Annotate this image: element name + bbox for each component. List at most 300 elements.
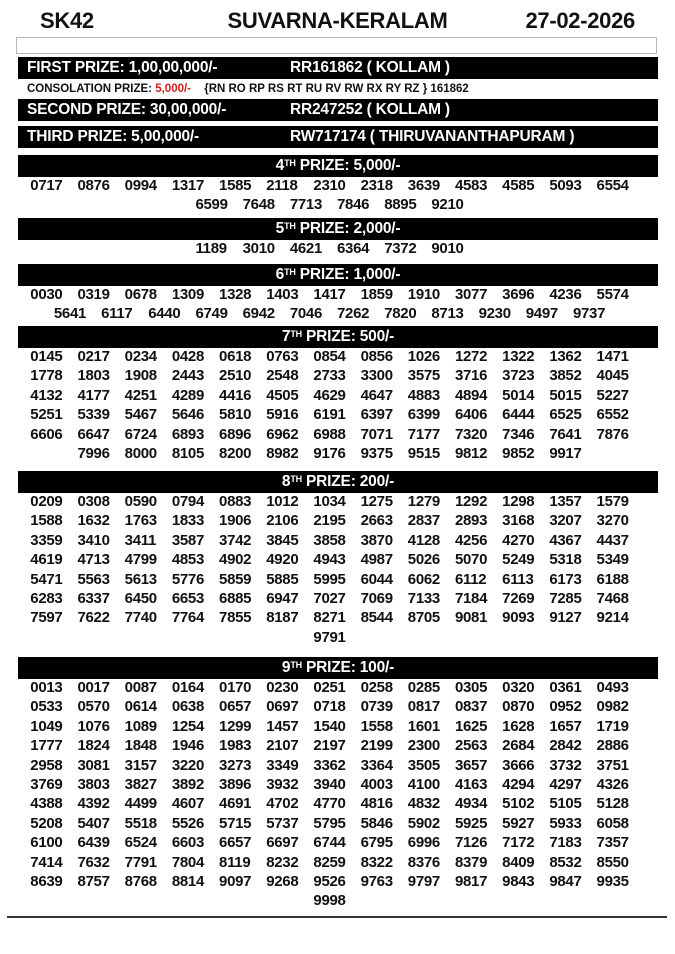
- winning-number: 1601: [407, 717, 440, 735]
- number-row: [30, 872, 637, 891]
- winning-number: 0739: [360, 698, 393, 716]
- winning-number: 9268: [266, 872, 299, 890]
- winning-number: 4799: [124, 551, 157, 569]
- prize-8-numbers: [30, 492, 637, 647]
- winning-number: 6724: [124, 425, 157, 443]
- winning-number: 7641: [549, 425, 582, 443]
- winning-number: 9935: [596, 872, 629, 890]
- second-prize-label: SECOND PRIZE: 30,00,000/-: [27, 101, 227, 118]
- winning-number: 8322: [360, 853, 393, 871]
- winning-number: 2199: [360, 737, 393, 755]
- winning-number: 0697: [266, 698, 299, 716]
- winning-number: 6173: [549, 570, 582, 588]
- winning-number: 0305: [454, 679, 488, 696]
- winning-number: 4294: [502, 775, 535, 793]
- winning-number: 2310: [313, 177, 346, 194]
- winning-number: 5715: [219, 814, 252, 832]
- prize-9-numbers: [30, 678, 637, 911]
- second-prize-bar: [18, 99, 658, 121]
- winning-number: 3845: [266, 531, 299, 549]
- winning-number: 0428: [171, 348, 205, 365]
- winning-number: 1908: [124, 367, 157, 385]
- winning-number: 3575: [407, 367, 440, 385]
- winning-number: 5105: [549, 795, 582, 813]
- winning-number: 7713: [289, 196, 322, 214]
- winning-number: 9093: [502, 609, 535, 627]
- winning-number: 3207: [549, 512, 582, 530]
- winning-number: 9737: [572, 305, 606, 323]
- winning-number: 8259: [313, 853, 346, 871]
- winning-number: 3723: [502, 367, 535, 385]
- winning-number: 1859: [360, 286, 393, 303]
- winning-number: 6599: [195, 196, 228, 214]
- prize-ordinal: 4: [275, 157, 285, 174]
- winning-number: 3858: [313, 531, 346, 549]
- winning-number: 3410: [77, 531, 110, 549]
- winning-number: 4392: [77, 795, 110, 813]
- winning-number: 3769: [30, 775, 63, 793]
- winning-number: 4702: [266, 795, 299, 813]
- winning-number: 1540: [313, 717, 346, 735]
- winning-number: 3077: [454, 286, 488, 303]
- winning-number: 0590: [124, 493, 157, 510]
- winning-number: 1362: [549, 348, 582, 365]
- winning-number: 0164: [171, 679, 205, 696]
- winning-number: 4894: [454, 386, 488, 404]
- winning-number: 9812: [454, 444, 488, 462]
- number-row: [37, 628, 637, 647]
- winning-number: 4416: [219, 386, 252, 404]
- winning-number: 7855: [219, 609, 252, 627]
- winning-number: 7269: [502, 589, 535, 607]
- winning-number: 5318: [549, 551, 582, 569]
- winning-number: 1076: [77, 717, 110, 735]
- winning-number: 6606: [30, 425, 63, 443]
- winning-number: 3362: [313, 756, 346, 774]
- prize-label: PRIZE: 500/-: [301, 328, 395, 345]
- winning-number: 3870: [360, 531, 393, 549]
- winning-number: 6062: [407, 570, 440, 588]
- winning-number: 8550: [596, 853, 629, 871]
- winning-number: 4045: [596, 367, 629, 385]
- winning-number: 6444: [502, 406, 535, 424]
- winning-number: 6653: [171, 589, 205, 607]
- winning-number: 3081: [77, 756, 110, 774]
- winning-number: 3273: [219, 756, 252, 774]
- winning-number: 5795: [313, 814, 346, 832]
- winning-number: 0854: [313, 348, 346, 365]
- winning-number: 7740: [124, 609, 157, 627]
- winning-number: 6988: [313, 425, 346, 443]
- winning-number: 4270: [502, 531, 535, 549]
- winning-number: 6749: [195, 305, 228, 323]
- winning-number: 7764: [171, 609, 205, 627]
- winning-number: 4236: [549, 286, 582, 303]
- winning-number: 3803: [77, 775, 110, 793]
- number-row: [30, 176, 637, 195]
- winning-number: 4505: [266, 386, 299, 404]
- winning-number: 6962: [266, 425, 299, 443]
- winning-number: 8200: [219, 444, 252, 462]
- winning-number: 6554: [596, 177, 629, 194]
- winning-number: 6044: [360, 570, 393, 588]
- winning-number: 5227: [596, 386, 629, 404]
- winning-number: 0638: [171, 698, 205, 716]
- number-row: [30, 550, 637, 569]
- winning-number: 3220: [171, 756, 205, 774]
- winning-number: 0209: [30, 493, 63, 510]
- winning-number: 1848: [124, 737, 157, 755]
- divider: [7, 916, 667, 918]
- winning-number: 1254: [171, 717, 205, 735]
- winning-number: 0230: [266, 679, 299, 696]
- winning-number: 9081: [454, 609, 488, 627]
- winning-number: 1299: [219, 717, 252, 735]
- winning-number: 1906: [219, 512, 252, 530]
- winning-number: 3896: [219, 775, 252, 793]
- winning-number: 7846: [337, 196, 370, 214]
- number-row: [30, 589, 637, 608]
- winning-number: 7177: [407, 425, 440, 443]
- number-row: [30, 697, 637, 716]
- winning-number: 4943: [313, 551, 346, 569]
- winning-number: 4499: [124, 795, 157, 813]
- winning-number: 6113: [502, 570, 534, 588]
- winning-number: 3932: [266, 775, 299, 793]
- winning-number: 4691: [219, 795, 252, 813]
- winning-number: 7126: [454, 834, 488, 852]
- prize-label: PRIZE: 5,000/-: [295, 157, 401, 174]
- prize-ordinal-suffix: TH: [290, 660, 302, 670]
- number-row: [30, 531, 637, 550]
- winning-number: 0876: [77, 177, 110, 194]
- winning-number: 1457: [266, 717, 299, 735]
- winning-number: 3411: [124, 531, 156, 549]
- winning-number: 4583: [454, 177, 488, 194]
- prize-label: PRIZE: 2,000/-: [295, 220, 401, 237]
- winning-number: 3696: [502, 286, 535, 303]
- winning-number: 3157: [124, 756, 157, 774]
- prize-label: PRIZE: 100/-: [301, 659, 395, 676]
- winning-number: 5070: [454, 551, 488, 569]
- winning-number: 7820: [384, 305, 417, 323]
- winning-number: 9791: [313, 628, 346, 646]
- winning-number: 6191: [313, 406, 346, 424]
- winning-number: 2318: [360, 177, 393, 194]
- winning-number: 9998: [313, 892, 346, 910]
- winning-number: 8000: [124, 444, 157, 462]
- winning-number: 3732: [549, 756, 582, 774]
- winning-number: 3827: [124, 775, 157, 793]
- winning-number: 4100: [407, 775, 440, 793]
- winning-number: 3666: [502, 756, 535, 774]
- winning-number: 6440: [148, 305, 181, 323]
- winning-number: 6893: [171, 425, 205, 443]
- winning-number: 5208: [30, 814, 63, 832]
- winning-number: 0234: [124, 348, 157, 365]
- winning-number: 1089: [124, 717, 157, 735]
- winning-number: 4902: [219, 551, 252, 569]
- winning-number: 1778: [30, 367, 63, 385]
- first-prize-label: FIRST PRIZE: 1,00,00,000/-: [27, 59, 218, 76]
- winning-number: 0952: [549, 698, 582, 716]
- winning-number: 4832: [407, 795, 440, 813]
- prize-ordinal: 6: [275, 266, 285, 283]
- winning-number: 7372: [384, 240, 417, 257]
- winning-number: 3270: [596, 512, 629, 530]
- winning-number: 5916: [266, 406, 299, 424]
- winning-number: 7346: [502, 425, 535, 443]
- winning-number: 1279: [407, 493, 440, 510]
- winning-number: 0285: [407, 679, 440, 696]
- winning-number: 0717: [30, 177, 63, 194]
- winning-number: 5925: [454, 814, 488, 832]
- winning-number: 2197: [313, 737, 346, 755]
- number-row: [30, 608, 637, 627]
- winning-number: 7996: [77, 444, 110, 462]
- winning-number: 3168: [502, 512, 535, 530]
- number-row: [30, 756, 637, 775]
- winning-number: 5518: [124, 814, 157, 832]
- winning-number: 2886: [596, 737, 629, 755]
- blank-box: [16, 37, 657, 54]
- prize-ordinal-suffix: TH: [290, 329, 302, 339]
- winning-number: 9010: [431, 240, 464, 257]
- winning-number: 1403: [266, 286, 299, 303]
- winning-number: 6647: [77, 425, 110, 443]
- winning-number: 8532: [549, 853, 582, 871]
- winning-number: 5646: [171, 406, 205, 424]
- winning-number: 1910: [407, 286, 440, 303]
- prize-6-bar: [18, 264, 658, 286]
- winning-number: 3349: [266, 756, 299, 774]
- winning-number: 1558: [360, 717, 393, 735]
- draw-date: 27-02-2026: [525, 8, 635, 33]
- winning-number: 7172: [502, 834, 535, 852]
- winning-number: 1012: [266, 493, 299, 510]
- winning-number: 1719: [596, 717, 629, 735]
- winning-number: 4770: [313, 795, 346, 813]
- winning-number: 2563: [454, 737, 488, 755]
- winning-number: 7069: [360, 589, 393, 607]
- winning-number: 9214: [596, 609, 629, 627]
- prize-4-numbers: [30, 176, 637, 215]
- winning-number: 8639: [30, 872, 63, 890]
- winning-number: 8187: [266, 609, 299, 627]
- number-row: [37, 304, 637, 323]
- winning-number: 1292: [454, 493, 488, 510]
- winning-number: 1824: [77, 737, 110, 755]
- third-prize-label: THIRD PRIZE: 5,00,000/-: [27, 128, 199, 145]
- number-row: [30, 285, 637, 304]
- winning-number: 9230: [478, 305, 511, 323]
- winning-number: 0870: [502, 698, 535, 716]
- winning-number: 0618: [219, 348, 252, 365]
- winning-number: 7597: [30, 609, 63, 627]
- winning-number: 3639: [407, 177, 440, 194]
- winning-number: 6795: [360, 834, 393, 852]
- winning-number: 5995: [313, 570, 346, 588]
- winning-number: 8271: [313, 609, 346, 627]
- winning-number: 3742: [219, 531, 252, 549]
- winning-number: 0170: [219, 679, 252, 696]
- winning-number: 7071: [360, 425, 393, 443]
- winning-number: 7027: [313, 589, 346, 607]
- winning-number: 7876: [596, 425, 629, 443]
- winning-number: 3587: [171, 531, 205, 549]
- winning-number: 6112: [454, 570, 487, 588]
- winning-number: 5026: [407, 551, 440, 569]
- number-row: [30, 570, 637, 589]
- prize-ordinal-suffix: TH: [284, 158, 296, 168]
- winning-number: 5015: [549, 386, 582, 404]
- prize-label: PRIZE: 200/-: [301, 473, 395, 490]
- winning-number: 1803: [77, 367, 110, 385]
- number-row: [30, 425, 637, 444]
- winning-number: 0533: [30, 698, 63, 716]
- winning-number: 1588: [30, 512, 63, 530]
- winning-number: 1833: [171, 512, 205, 530]
- winning-number: 6439: [77, 834, 110, 852]
- winning-number: 3657: [454, 756, 488, 774]
- winning-number: 2118: [266, 177, 298, 194]
- winning-number: 7133: [407, 589, 440, 607]
- winning-number: 5128: [596, 795, 629, 813]
- winning-number: 8982: [266, 444, 299, 462]
- number-row: [37, 891, 637, 910]
- winning-number: 8105: [171, 444, 205, 462]
- winning-number: 5467: [124, 406, 157, 424]
- winning-number: 4713: [77, 551, 110, 569]
- result-header: [0, 6, 675, 36]
- winning-number: 2510: [219, 367, 252, 385]
- winning-number: 8232: [266, 853, 299, 871]
- winning-number: 4934: [454, 795, 488, 813]
- winning-number: 0320: [502, 679, 535, 696]
- winning-number: 2893: [454, 512, 488, 530]
- winning-number: 4853: [171, 551, 205, 569]
- winning-number: 9210: [431, 196, 464, 214]
- winning-number: 5885: [266, 570, 299, 588]
- winning-number: 8814: [171, 872, 205, 890]
- winning-number: 7791: [124, 853, 157, 871]
- winning-number: 7414: [30, 853, 63, 871]
- prize-ordinal: 8: [281, 473, 291, 490]
- winning-number: 3505: [407, 756, 440, 774]
- winning-number: 0017: [77, 679, 110, 696]
- number-row: [30, 814, 637, 833]
- winning-number: 7632: [77, 853, 110, 871]
- winning-number: 5526: [171, 814, 205, 832]
- winning-number: 4987: [360, 551, 393, 569]
- winning-number: 0763: [266, 348, 299, 365]
- winning-number: 2443: [171, 367, 205, 385]
- winning-number: 1946: [171, 737, 205, 755]
- winning-number: 0319: [77, 286, 110, 303]
- winning-number: 3940: [313, 775, 346, 793]
- winning-number: 6397: [360, 406, 393, 424]
- winning-number: 6399: [407, 406, 440, 424]
- winning-number: 0493: [596, 679, 629, 696]
- winning-number: 4607: [171, 795, 205, 813]
- winning-number: 0087: [124, 679, 157, 696]
- winning-number: 6283: [30, 589, 63, 607]
- winning-number: 8768: [124, 872, 157, 890]
- winning-number: 7804: [171, 853, 205, 871]
- winning-number: 7262: [337, 305, 370, 323]
- winning-number: 8757: [77, 872, 110, 890]
- winning-number: 8713: [431, 305, 464, 323]
- winning-number: 2195: [313, 512, 346, 530]
- winning-number: 3364: [360, 756, 393, 774]
- number-row: [30, 492, 637, 511]
- winning-number: 6942: [242, 305, 275, 323]
- winning-number: 4621: [289, 240, 322, 257]
- winning-number: 4177: [77, 386, 110, 404]
- winning-number: 6996: [407, 834, 440, 852]
- winning-number: 0817: [407, 698, 440, 716]
- winning-number: 3751: [596, 756, 629, 774]
- number-row: [30, 717, 637, 736]
- winning-number: 1983: [219, 737, 252, 755]
- consolation-label: CONSOLATION PRIZE:: [27, 83, 156, 95]
- winning-number: 1357: [549, 493, 582, 510]
- winning-number: 4326: [596, 775, 629, 793]
- first-prize-bar: [18, 57, 658, 79]
- winning-number: 9127: [549, 609, 582, 627]
- winning-number: 4128: [407, 531, 440, 549]
- winning-number: 1026: [407, 348, 440, 365]
- winning-number: 5407: [77, 814, 110, 832]
- winning-number: 4251: [124, 386, 157, 404]
- winning-number: 3716: [454, 367, 488, 385]
- winning-number: 5349: [596, 551, 629, 569]
- winning-number: 3010: [242, 240, 275, 257]
- winning-number: 9917: [549, 444, 582, 462]
- winning-number: 9817: [454, 872, 488, 890]
- winning-number: 9852: [502, 444, 535, 462]
- consolation-amount: 5,000/-: [155, 83, 192, 95]
- winning-number: 9176: [313, 444, 346, 462]
- winning-number: 1298: [502, 493, 535, 510]
- winning-number: 4619: [30, 551, 63, 569]
- winning-number: 9843: [502, 872, 535, 890]
- winning-number: 0657: [219, 698, 252, 716]
- winning-number: 6364: [337, 240, 370, 257]
- winning-number: 2842: [549, 737, 582, 755]
- winning-number: 0145: [30, 348, 63, 365]
- winning-number: 5933: [549, 814, 582, 832]
- winning-number: 1328: [219, 286, 252, 303]
- winning-number: 4883: [407, 386, 440, 404]
- winning-number: 1471: [596, 348, 629, 365]
- winning-number: 8379: [454, 853, 488, 871]
- winning-number: 1585: [219, 177, 252, 194]
- winning-number: 7622: [77, 609, 110, 627]
- winning-number: 5859: [219, 570, 252, 588]
- winning-number: 1777: [30, 737, 63, 755]
- winning-number: 5927: [502, 814, 535, 832]
- winning-number: 6552: [596, 406, 629, 424]
- winning-number: 0570: [77, 698, 110, 716]
- winning-number: 7183: [549, 834, 582, 852]
- prize-9-bar: [18, 657, 658, 679]
- winning-number: 0258: [360, 679, 393, 696]
- winning-number: 5014: [502, 386, 535, 404]
- winning-number: 6603: [171, 834, 205, 852]
- winning-number: 5093: [549, 177, 582, 194]
- winning-number: 0013: [30, 679, 63, 696]
